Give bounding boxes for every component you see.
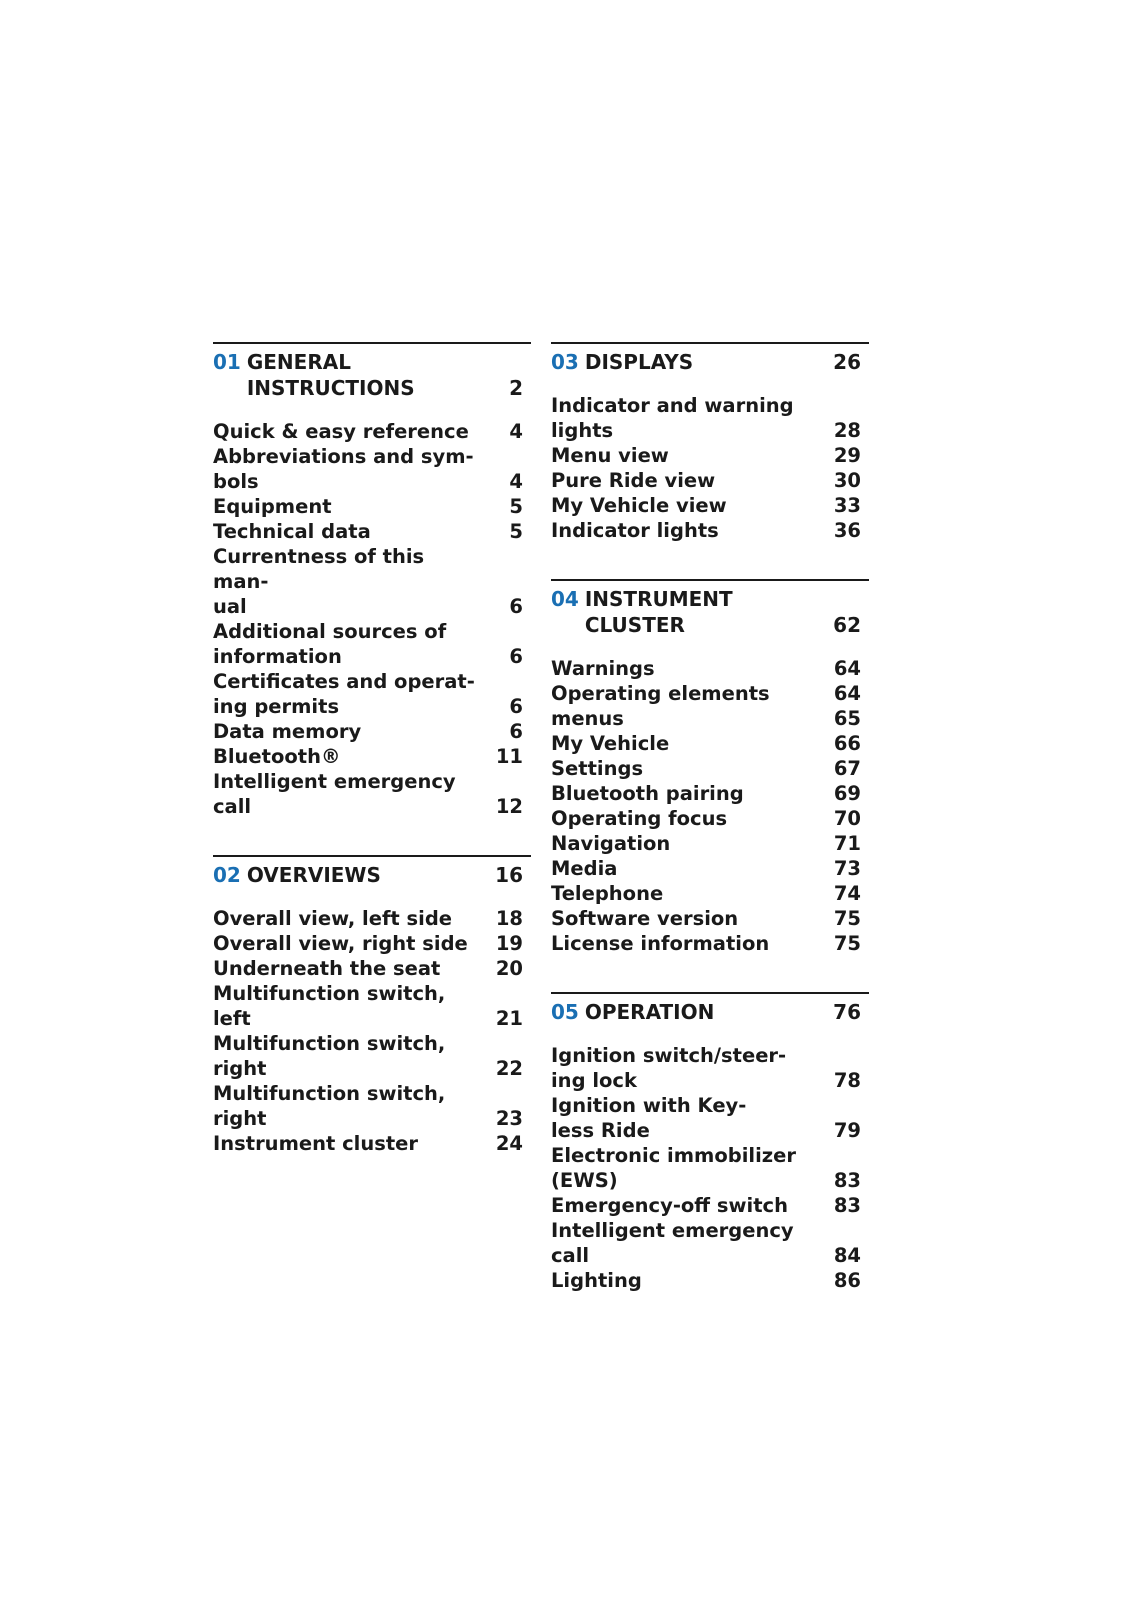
toc-section-03: [551, 342, 869, 543]
toc-entry-page: 75: [833, 932, 861, 955]
section-page-number: 62: [833, 613, 861, 637]
toc-entry-title: License information: [551, 932, 770, 955]
toc-entry-title: Emergency-off switch: [551, 1194, 788, 1217]
toc-entry-title: Underneath the seat: [213, 957, 441, 980]
toc-entry-title: Indicator and warning lights: [551, 394, 794, 442]
toc-entry[interactable]: [213, 494, 531, 519]
toc-entry[interactable]: [213, 906, 531, 931]
section-page-number: 2: [509, 376, 523, 400]
toc-entry-title: Navigation: [551, 832, 671, 855]
toc-entry-title: Equipment: [213, 495, 332, 518]
toc-entry-title: Overall view, right side: [213, 932, 468, 955]
toc-entry[interactable]: [551, 931, 869, 956]
toc-entry-title: Lighting: [551, 1269, 642, 1292]
toc-section-01: [213, 342, 531, 819]
toc-entry-page: 24: [495, 1132, 523, 1155]
section-heading[interactable]: [551, 581, 869, 638]
section-title: GENERAL INSTRUCTIONS: [246, 350, 415, 400]
toc-entry[interactable]: [551, 681, 869, 706]
toc-entry-page: 64: [833, 657, 861, 680]
toc-entry-page: 6: [509, 720, 523, 743]
toc-entry-title: Operating elements: [551, 682, 770, 705]
toc-entry-page: 21: [495, 1007, 523, 1030]
toc-entry-page: 65: [833, 707, 861, 730]
toc-entry[interactable]: [551, 656, 869, 681]
toc-entry[interactable]: [551, 781, 869, 806]
toc-entry[interactable]: [551, 856, 869, 881]
toc-entry-page: 86: [833, 1269, 861, 1292]
toc-entry-title: Settings: [551, 757, 644, 780]
section-number: 01: [213, 350, 241, 374]
toc-entry-title: Menu view: [551, 444, 669, 467]
toc-entry-title: Certificates and operat- ing permits: [213, 670, 475, 718]
toc-entry-title: Currentness of this man- ual: [213, 545, 425, 618]
toc-entry-page: 70: [833, 807, 861, 830]
section-page-number: 16: [495, 863, 523, 887]
toc-entry-title: Indicator lights: [551, 519, 719, 542]
toc-entry-page: 75: [833, 907, 861, 930]
toc-entry-page: 64: [833, 682, 861, 705]
toc-entry[interactable]: [551, 518, 869, 543]
section-title-group: [551, 586, 805, 638]
toc-entry[interactable]: [213, 931, 531, 956]
toc-entry-page: 29: [833, 444, 861, 467]
toc-entry[interactable]: [551, 881, 869, 906]
toc-entry-page: 36: [833, 519, 861, 542]
toc-entry[interactable]: [551, 1193, 869, 1218]
toc-entry[interactable]: [551, 756, 869, 781]
toc-entry-page: 6: [509, 695, 523, 718]
toc-entry[interactable]: [213, 1081, 531, 1131]
section-title-group: [551, 349, 805, 375]
toc-entry-page: 78: [833, 1069, 861, 1092]
toc-left-column: [213, 342, 531, 1192]
toc-entry-page: 79: [833, 1119, 861, 1142]
toc-entry[interactable]: [213, 981, 531, 1031]
toc-entry[interactable]: [551, 1268, 869, 1293]
toc-entry-page: 19: [495, 932, 523, 955]
toc-entry-title: Warnings: [551, 657, 655, 680]
section-heading[interactable]: [213, 857, 531, 888]
toc-entry[interactable]: [213, 619, 531, 669]
toc-entry[interactable]: [551, 1143, 869, 1193]
toc-entry-page: 66: [833, 732, 861, 755]
section-number: 05: [551, 1000, 579, 1024]
toc-entry[interactable]: [213, 1131, 531, 1156]
toc-entry-title: Telephone: [551, 882, 664, 905]
toc-entry-title: Software version: [551, 907, 739, 930]
section-number: 03: [551, 350, 579, 374]
toc-entry[interactable]: [551, 468, 869, 493]
section-title: OVERVIEWS: [246, 863, 381, 887]
toc-entry[interactable]: [551, 1218, 869, 1268]
section-title-group: [551, 999, 805, 1025]
toc-entry-page: 11: [495, 745, 523, 768]
toc-entry-page: 71: [833, 832, 861, 855]
toc-right-column: [551, 342, 869, 1329]
toc-entry-page: 28: [833, 419, 861, 442]
toc-entry-title: Multifunction switch, right: [213, 1082, 446, 1130]
section-heading[interactable]: [551, 994, 869, 1025]
toc-entry-title: menus: [551, 707, 624, 730]
toc-entry-page: 84: [833, 1244, 861, 1267]
toc-entry[interactable]: [213, 519, 531, 544]
section-page-number: 26: [833, 350, 861, 374]
toc-entry-title: Electronic immobilizer (EWS): [551, 1144, 796, 1192]
toc-entry-page: 5: [509, 520, 523, 543]
toc-entry-page: 4: [509, 470, 523, 493]
section-number: 02: [213, 863, 241, 887]
toc-entry-page: 67: [833, 757, 861, 780]
toc-entry-page: 6: [509, 645, 523, 668]
section-title: OPERATION: [584, 1000, 715, 1024]
toc-entry-page: 69: [833, 782, 861, 805]
toc-entry-page: 20: [495, 957, 523, 980]
toc-entry-page: 83: [833, 1194, 861, 1217]
toc-entry[interactable]: [551, 831, 869, 856]
toc-entry-page: 4: [509, 420, 523, 443]
toc-entry-title: Operating focus: [551, 807, 728, 830]
toc-entry-title: Technical data: [213, 520, 371, 543]
toc-entry-page: 73: [833, 857, 861, 880]
toc-entry-title: Data memory: [213, 720, 362, 743]
toc-entry[interactable]: [213, 769, 531, 819]
toc-entry-title: Additional sources of information: [213, 620, 447, 668]
toc-entry[interactable]: [551, 1043, 869, 1093]
toc-entry[interactable]: [551, 443, 869, 468]
toc-entry[interactable]: [551, 706, 869, 731]
section-title: DISPLAYS: [584, 350, 694, 374]
toc-entry[interactable]: [551, 393, 869, 443]
toc-entry[interactable]: [551, 906, 869, 931]
toc-entry[interactable]: [213, 1031, 531, 1081]
section-page-number: 76: [833, 1000, 861, 1024]
toc-entry-page: 33: [833, 494, 861, 517]
toc-entry-title: Intelligent emergency call: [213, 770, 456, 818]
toc-entry-title: Overall view, left side: [213, 907, 453, 930]
toc-entry[interactable]: [551, 1093, 869, 1143]
toc-entry-title: My Vehicle: [551, 732, 670, 755]
toc-entry[interactable]: [551, 493, 869, 518]
toc-entry[interactable]: [213, 744, 531, 769]
toc-entry-page: 30: [833, 469, 861, 492]
toc-entry-title: Bluetooth pairing: [551, 782, 744, 805]
toc-entry[interactable]: [551, 806, 869, 831]
toc-section-05: [551, 992, 869, 1293]
toc-section-02: [213, 855, 531, 1156]
toc-entry-page: 83: [833, 1169, 861, 1192]
toc-entry-title: Ignition with Key- less Ride: [551, 1094, 747, 1142]
toc-entry[interactable]: [213, 719, 531, 744]
toc-entry-title: Multifunction switch, left: [213, 982, 446, 1030]
section-heading[interactable]: [213, 344, 531, 401]
toc-entry-title: Quick & easy reference: [213, 420, 469, 443]
toc-entry-page: 23: [495, 1107, 523, 1130]
toc-entry[interactable]: [213, 956, 531, 981]
section-number: 04: [551, 587, 579, 611]
toc-entry[interactable]: [213, 544, 531, 619]
toc-entry-page: 6: [509, 595, 523, 618]
toc-entry[interactable]: [213, 669, 531, 719]
toc-entry-title: Intelligent emergency call: [551, 1219, 794, 1267]
toc-entry-title: Instrument cluster: [213, 1132, 418, 1155]
toc-entry-page: 22: [495, 1057, 523, 1080]
toc-entry-title: My Vehicle view: [551, 494, 727, 517]
section-title-group: [213, 862, 467, 888]
toc-entry-title: Bluetooth®: [213, 745, 341, 768]
section-title: INSTRUMENT CLUSTER: [584, 587, 733, 637]
toc-entry-page: 5: [509, 495, 523, 518]
toc-entry[interactable]: [213, 444, 531, 494]
toc-entry-title: Pure Ride view: [551, 469, 716, 492]
toc-entry-page: 18: [495, 907, 523, 930]
section-heading[interactable]: [551, 344, 869, 375]
toc-entry-title: Multifunction switch, right: [213, 1032, 446, 1080]
section-title-group: [213, 349, 467, 401]
toc-entry-page: 12: [495, 795, 523, 818]
toc-section-04: [551, 579, 869, 956]
toc-entry-title: Abbreviations and sym- bols: [213, 445, 474, 493]
toc-entry-page: 74: [833, 882, 861, 905]
toc-entry-title: Ignition switch/steer- ing lock: [551, 1044, 787, 1092]
toc-entry-title: Media: [551, 857, 618, 880]
toc-entry[interactable]: [551, 731, 869, 756]
toc-entry[interactable]: [213, 419, 531, 444]
